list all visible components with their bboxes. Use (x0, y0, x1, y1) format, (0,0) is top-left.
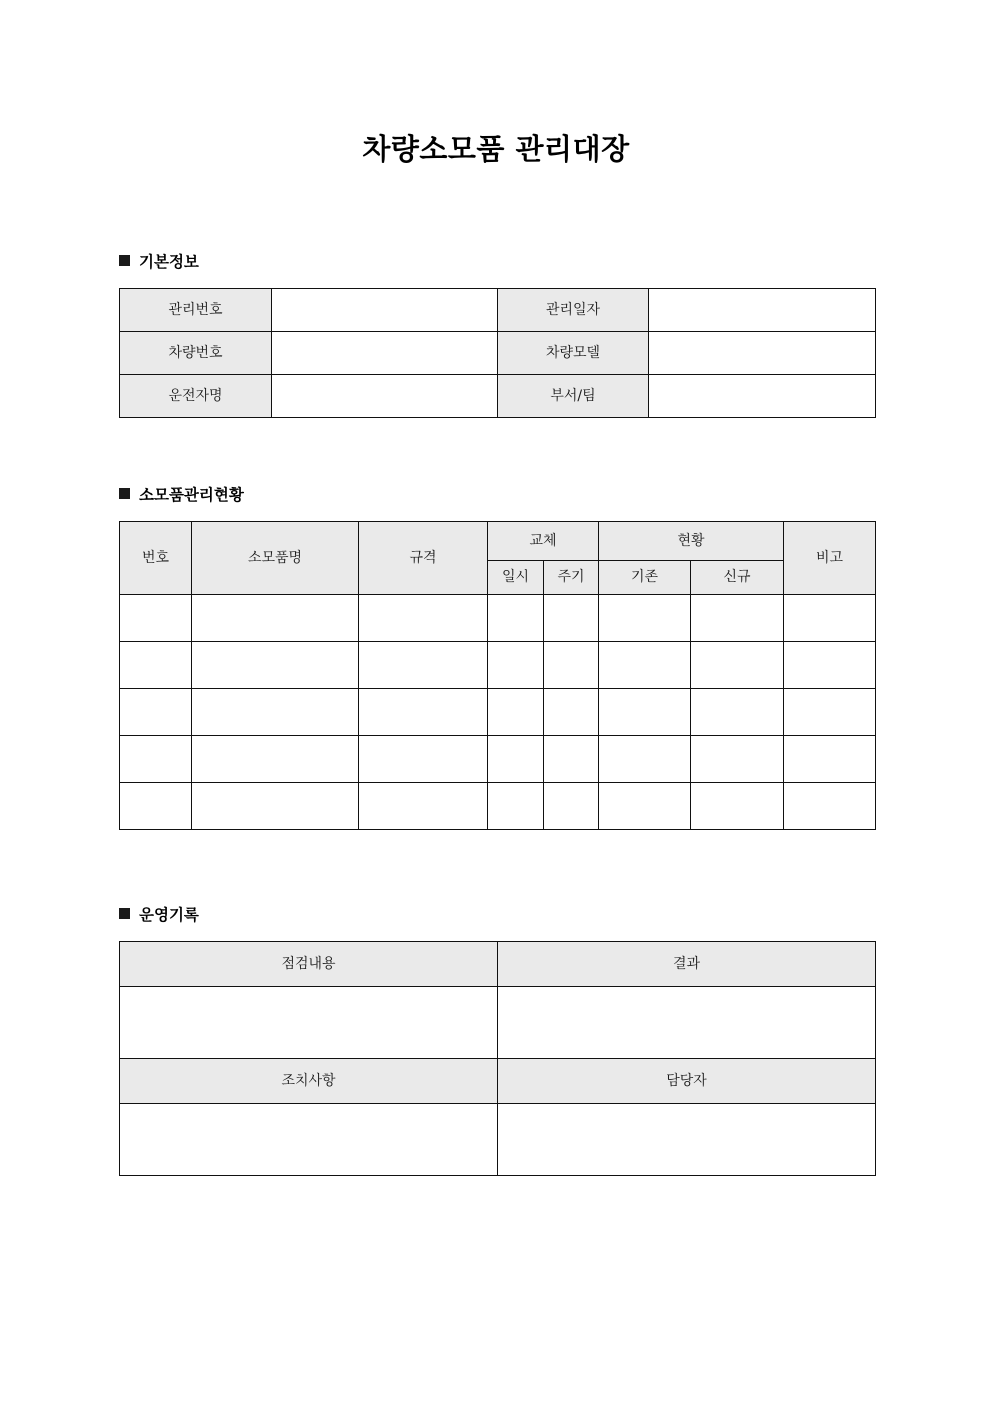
cell-status-new[interactable] (691, 783, 784, 830)
table-row (120, 332, 876, 375)
page-title: 차량소모품 관리대장 (362, 132, 630, 166)
cell-replace-date[interactable] (488, 783, 544, 830)
column-header-replace: 교체 (488, 522, 599, 561)
table-row (120, 595, 876, 642)
square-bullet-icon (119, 908, 130, 919)
column-header-replace-date: 일시 (488, 561, 544, 595)
cell-remarks[interactable] (784, 736, 876, 783)
field-vehicle-model[interactable] (649, 332, 876, 375)
field-driver-name[interactable] (272, 375, 498, 418)
cell-spec[interactable] (359, 783, 488, 830)
cell-remarks[interactable] (784, 783, 876, 830)
column-header-name: 소모품명 (192, 522, 359, 595)
table-row (120, 375, 876, 418)
cell-status-old[interactable] (599, 736, 691, 783)
field-person-in-charge[interactable] (498, 1104, 876, 1176)
column-header-status: 현황 (599, 522, 784, 561)
cell-replace-date[interactable] (488, 642, 544, 689)
table-row (120, 689, 876, 736)
label-vehicle-model: 차량모델 (498, 332, 649, 375)
field-department-team[interactable] (649, 375, 876, 418)
cell-status-new[interactable] (691, 689, 784, 736)
cell-no[interactable] (120, 595, 192, 642)
square-bullet-icon (119, 488, 130, 499)
cell-name[interactable] (192, 595, 359, 642)
square-bullet-icon (119, 255, 130, 266)
field-vehicle-number[interactable] (272, 332, 498, 375)
cell-status-new[interactable] (691, 736, 784, 783)
cell-name[interactable] (192, 736, 359, 783)
supply-status-table-body (120, 595, 876, 830)
label-action-taken: 조치사항 (120, 1059, 498, 1104)
cell-no[interactable] (120, 642, 192, 689)
label-department-team: 부서/팀 (498, 375, 649, 418)
label-person-in-charge: 담당자 (498, 1059, 876, 1104)
cell-spec[interactable] (359, 736, 488, 783)
cell-name[interactable] (192, 689, 359, 736)
section-heading-basic-info (119, 253, 199, 272)
label-driver-name: 운전자명 (120, 375, 272, 418)
cell-status-old[interactable] (599, 642, 691, 689)
field-action-taken[interactable] (120, 1104, 498, 1176)
label-vehicle-number: 차량번호 (120, 332, 272, 375)
section-heading-supply-status (119, 486, 244, 505)
cell-spec[interactable] (359, 595, 488, 642)
cell-replace-cycle[interactable] (544, 642, 599, 689)
label-management-date: 관리일자 (498, 289, 649, 332)
cell-replace-cycle[interactable] (544, 689, 599, 736)
cell-spec[interactable] (359, 689, 488, 736)
section-heading-basic-info-label: 기본정보 (139, 253, 199, 271)
field-management-number[interactable] (272, 289, 498, 332)
cell-status-new[interactable] (691, 642, 784, 689)
field-inspection-content[interactable] (120, 987, 498, 1059)
cell-no[interactable] (120, 783, 192, 830)
label-inspection-content: 점검내용 (120, 942, 498, 987)
table-row (120, 736, 876, 783)
table-row (120, 783, 876, 830)
cell-replace-date[interactable] (488, 689, 544, 736)
column-header-status-old: 기존 (599, 561, 691, 595)
table-row (120, 289, 876, 332)
label-result: 결과 (498, 942, 876, 987)
cell-no[interactable] (120, 736, 192, 783)
table-row (120, 987, 876, 1059)
cell-replace-date[interactable] (488, 595, 544, 642)
cell-replace-cycle[interactable] (544, 736, 599, 783)
cell-no[interactable] (120, 689, 192, 736)
cell-status-old[interactable] (599, 689, 691, 736)
cell-remarks[interactable] (784, 689, 876, 736)
cell-name[interactable] (192, 642, 359, 689)
section-heading-operation-log (119, 906, 199, 925)
column-header-no: 번호 (120, 522, 192, 595)
cell-remarks[interactable] (784, 642, 876, 689)
operation-log-table (119, 941, 876, 1176)
table-row (120, 1059, 876, 1104)
cell-replace-date[interactable] (488, 736, 544, 783)
label-management-number: 관리번호 (120, 289, 272, 332)
table-row (120, 642, 876, 689)
cell-status-old[interactable] (599, 595, 691, 642)
section-heading-supply-status-label: 소모품관리현황 (139, 486, 244, 504)
supply-status-table (119, 521, 876, 830)
field-management-date[interactable] (649, 289, 876, 332)
column-header-status-new: 신규 (691, 561, 784, 595)
basic-info-table (119, 288, 876, 418)
column-header-remarks: 비고 (784, 522, 876, 595)
cell-status-old[interactable] (599, 783, 691, 830)
cell-replace-cycle[interactable] (544, 595, 599, 642)
cell-name[interactable] (192, 783, 359, 830)
cell-spec[interactable] (359, 642, 488, 689)
table-row (120, 942, 876, 987)
column-header-replace-cycle: 주기 (544, 561, 599, 595)
cell-remarks[interactable] (784, 595, 876, 642)
cell-status-new[interactable] (691, 595, 784, 642)
cell-replace-cycle[interactable] (544, 783, 599, 830)
column-header-spec: 규격 (359, 522, 488, 595)
section-heading-operation-log-label: 운영기록 (139, 906, 199, 924)
table-header-row-primary (120, 522, 876, 561)
table-row (120, 1104, 876, 1176)
field-result[interactable] (498, 987, 876, 1059)
